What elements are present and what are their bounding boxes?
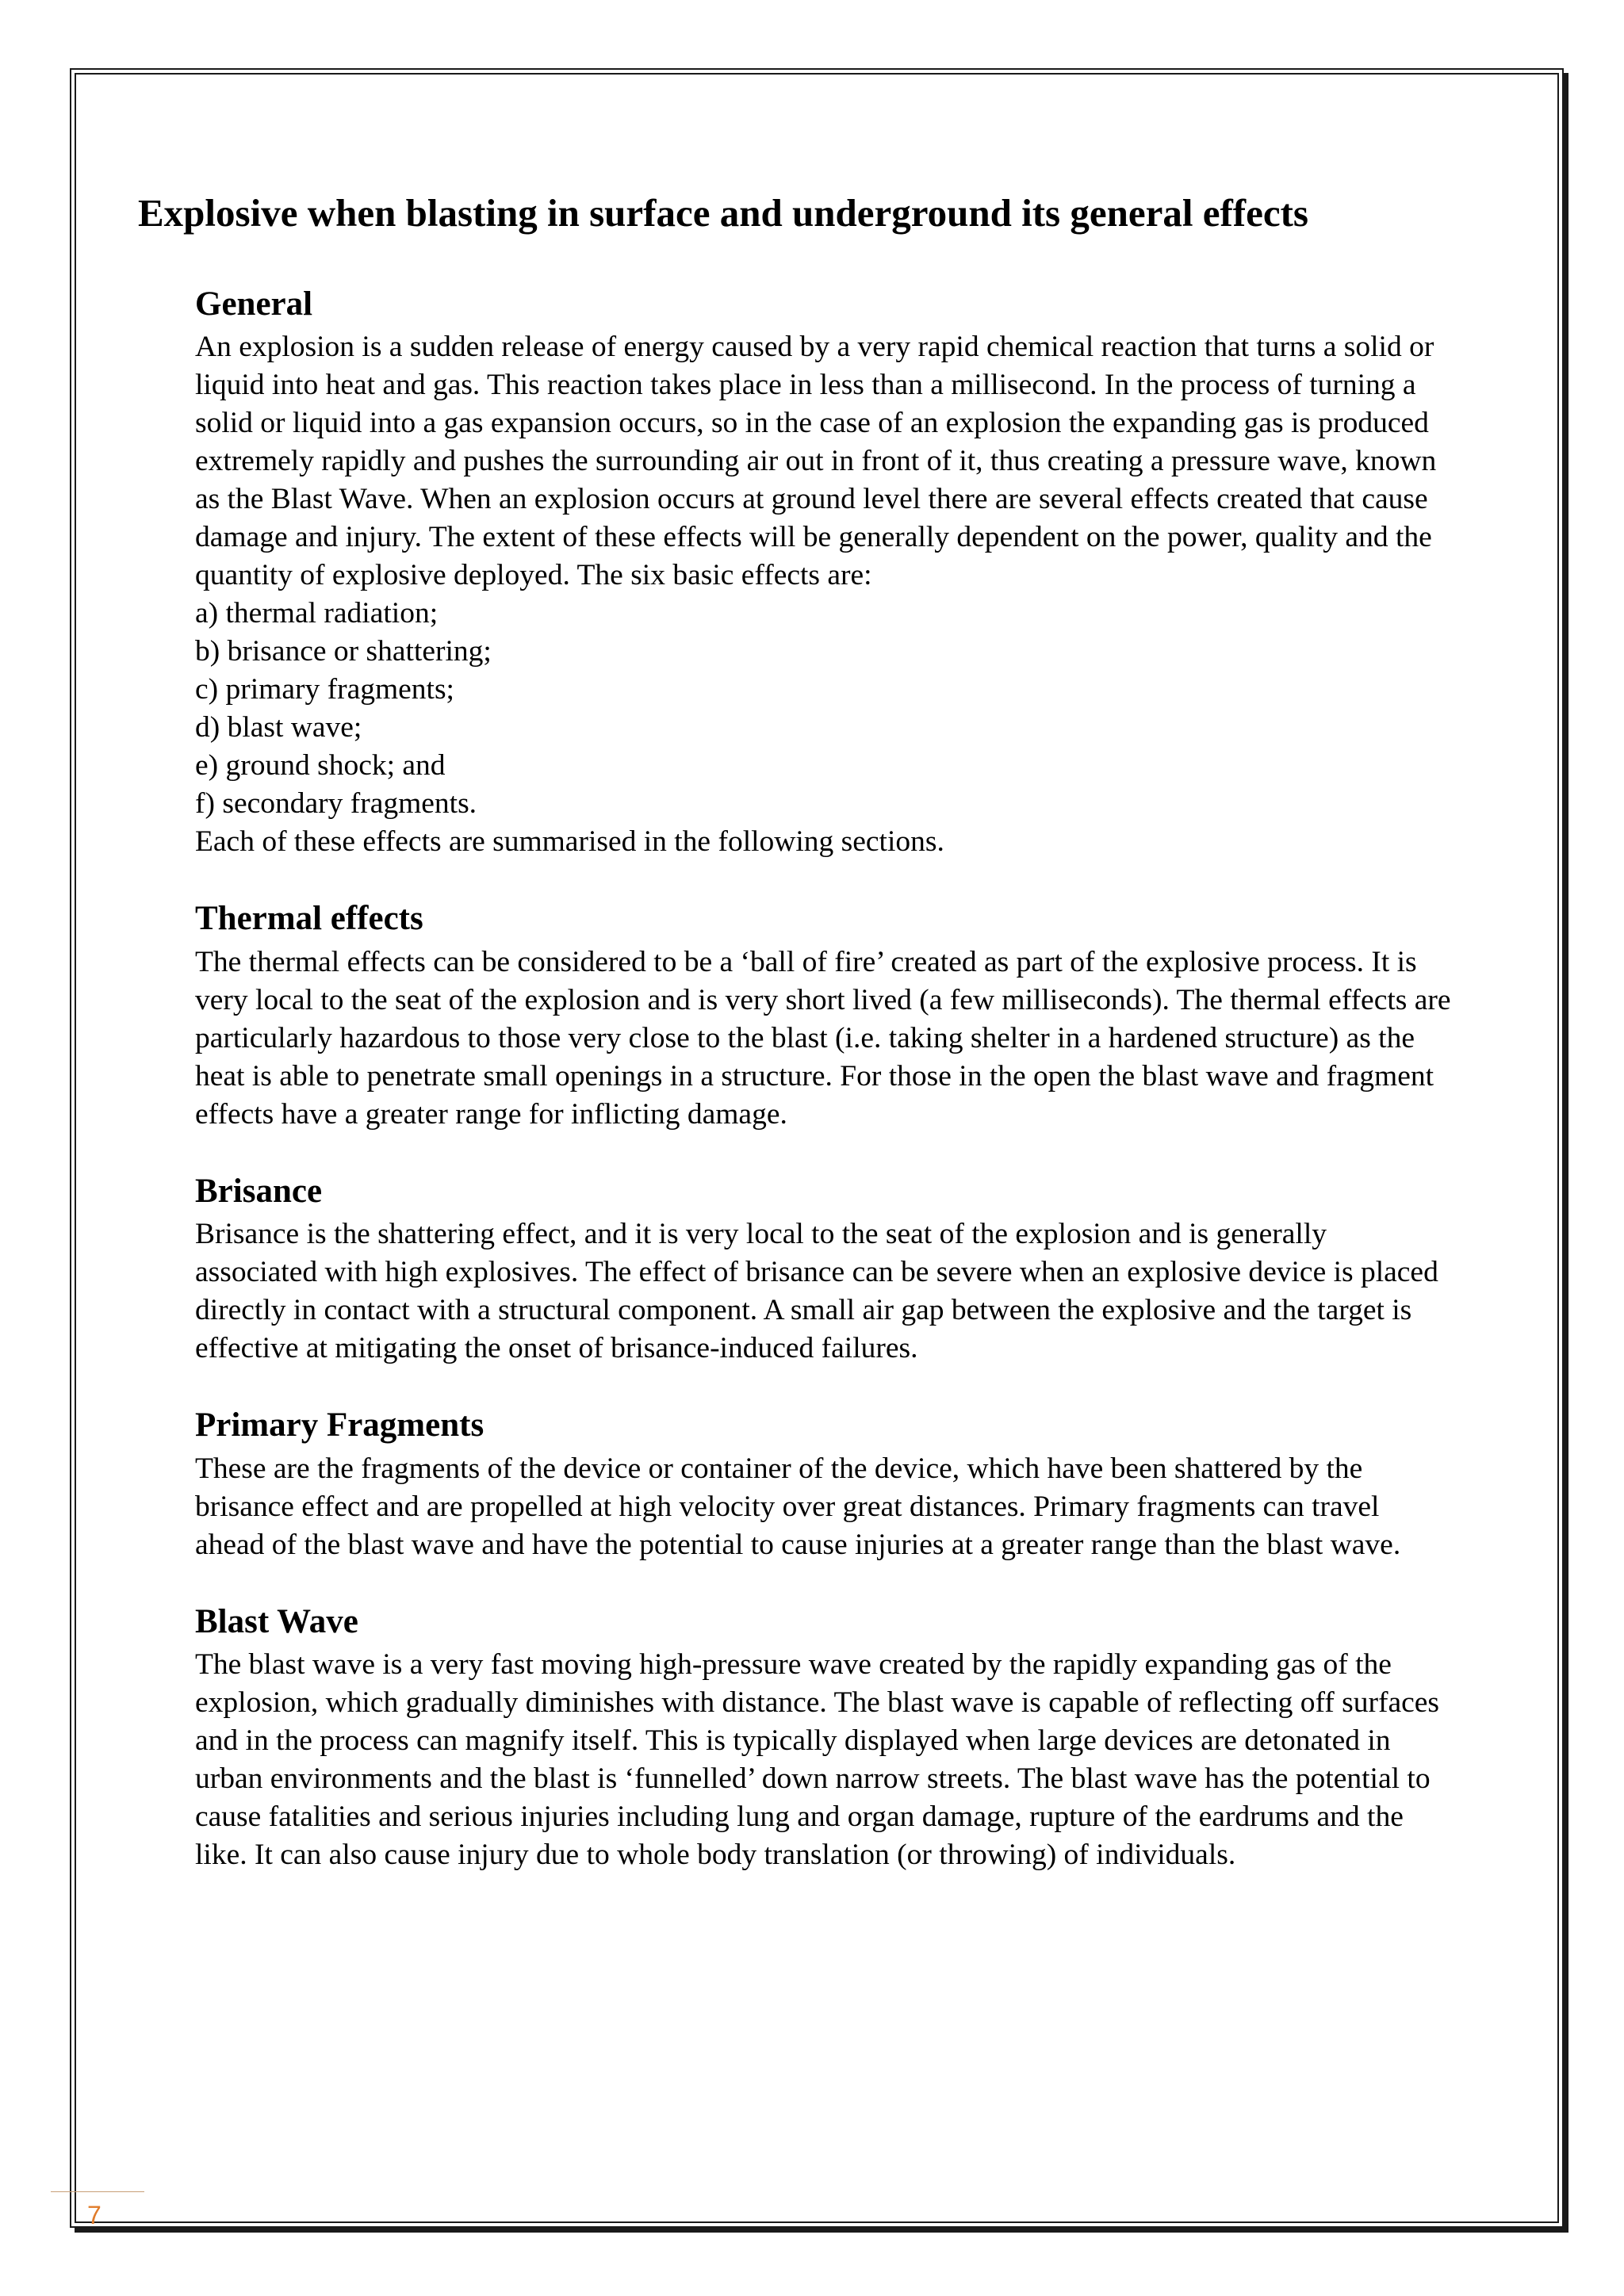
page-content xyxy=(138,190,1454,1874)
paragraph-thermal-effects: The thermal effects can be considered to be a ‘ball of fire’ created as part of the explosive process. It is very local to the seat of the explosion and is very short lived (a few milliseconds). The thermal effects are particularly hazardous to those very close to the blast (i.e. taking shelter in a hardened structure) as the heat is able to penetrate small openings in a structure. For those in the open the blast wave and fragment effects have a greater range for inflicting damage. xyxy=(195,945,1451,1131)
list-item: a) thermal radiation; xyxy=(195,597,439,630)
section-brisance xyxy=(138,1172,1454,1368)
section-heading-blast-wave: Blast Wave xyxy=(195,1602,358,1640)
section-primary-fragments xyxy=(138,1406,1454,1563)
section-heading-thermal-effects: Thermal effects xyxy=(195,900,423,938)
paragraph-general: An explosion is a sudden release of energy caused by a very rapid chemical reaction that turns a solid or liquid into heat and gas. This reaction takes place in less than a millisecond. In the process of turning a solid or liquid into a gas expansion occurs, so in the case of an explosion the expanding gas is produced extremely rapidly and pushes the surrounding air out in front of it, thus creating a pressure wave, known as the Blast Wave. When an explosion occurs at ground level there are several effects created that cause damage and injury. The extent of these effects will be generally dependent on the power, quality and the quantity of explosive deployed. The six basic effects are: xyxy=(195,331,1437,592)
paragraph-blast-wave: The blast wave is a very fast moving high-pressure wave created by the rapidly expanding gas of the explosion, which gradually diminishes with distance. The blast wave is capable of reflecting off surfaces and in the process can magnify itself. This is typically displayed when large devices are detonated in urban environments and the blast is ‘funnelled’ down narrow streets. The blast wave has the potential to cause fatalities and serious injuries including lung and organ damage, rupture of the eardrums and the like. It can also cause injury due to whole body translation (or throwing) of individuals. xyxy=(195,1647,1439,1871)
section-thermal-effects xyxy=(138,899,1454,1133)
section-general xyxy=(138,285,1454,861)
list-item: c) primary fragments; xyxy=(195,673,454,706)
footer-rule xyxy=(51,2191,144,2192)
paragraph-primary-fragments: These are the fragments of the device or container of the device, which have been shattered by the brisance effect and are propelled at high velocity over great distances. Primary fragments can travel ahead of the blast wave and have the potential to cause injuries at a greater range than the blast wave. xyxy=(195,1452,1401,1561)
list-item: d) blast wave; xyxy=(195,711,362,744)
list-item: f) secondary fragments. xyxy=(195,787,477,821)
list-item: b) brisance or shattering; xyxy=(195,635,492,668)
document-title: Explosive when blasting in surface and underground its general effects xyxy=(138,191,1308,235)
page-number: 7 xyxy=(87,2201,102,2229)
effects-list xyxy=(195,595,1454,823)
paragraph-general-closing: Each of these effects are summarised in the following sections. xyxy=(195,825,944,859)
section-heading-general: General xyxy=(195,285,313,323)
paragraph-brisance: Brisance is the shattering effect, and it is very local to the seat of the explosion and is generally associated with high explosives. The effect of brisance can be severe when an explosive device is placed directly in contact with a structural component. A small air gap between the explosive and the target is effective at mitigating the onset of brisance-induced failures. xyxy=(195,1218,1438,1365)
section-blast-wave xyxy=(138,1602,1454,1874)
section-heading-primary-fragments: Primary Fragments xyxy=(195,1406,485,1445)
section-heading-brisance: Brisance xyxy=(195,1172,323,1210)
list-item: e) ground shock; and xyxy=(195,749,446,783)
